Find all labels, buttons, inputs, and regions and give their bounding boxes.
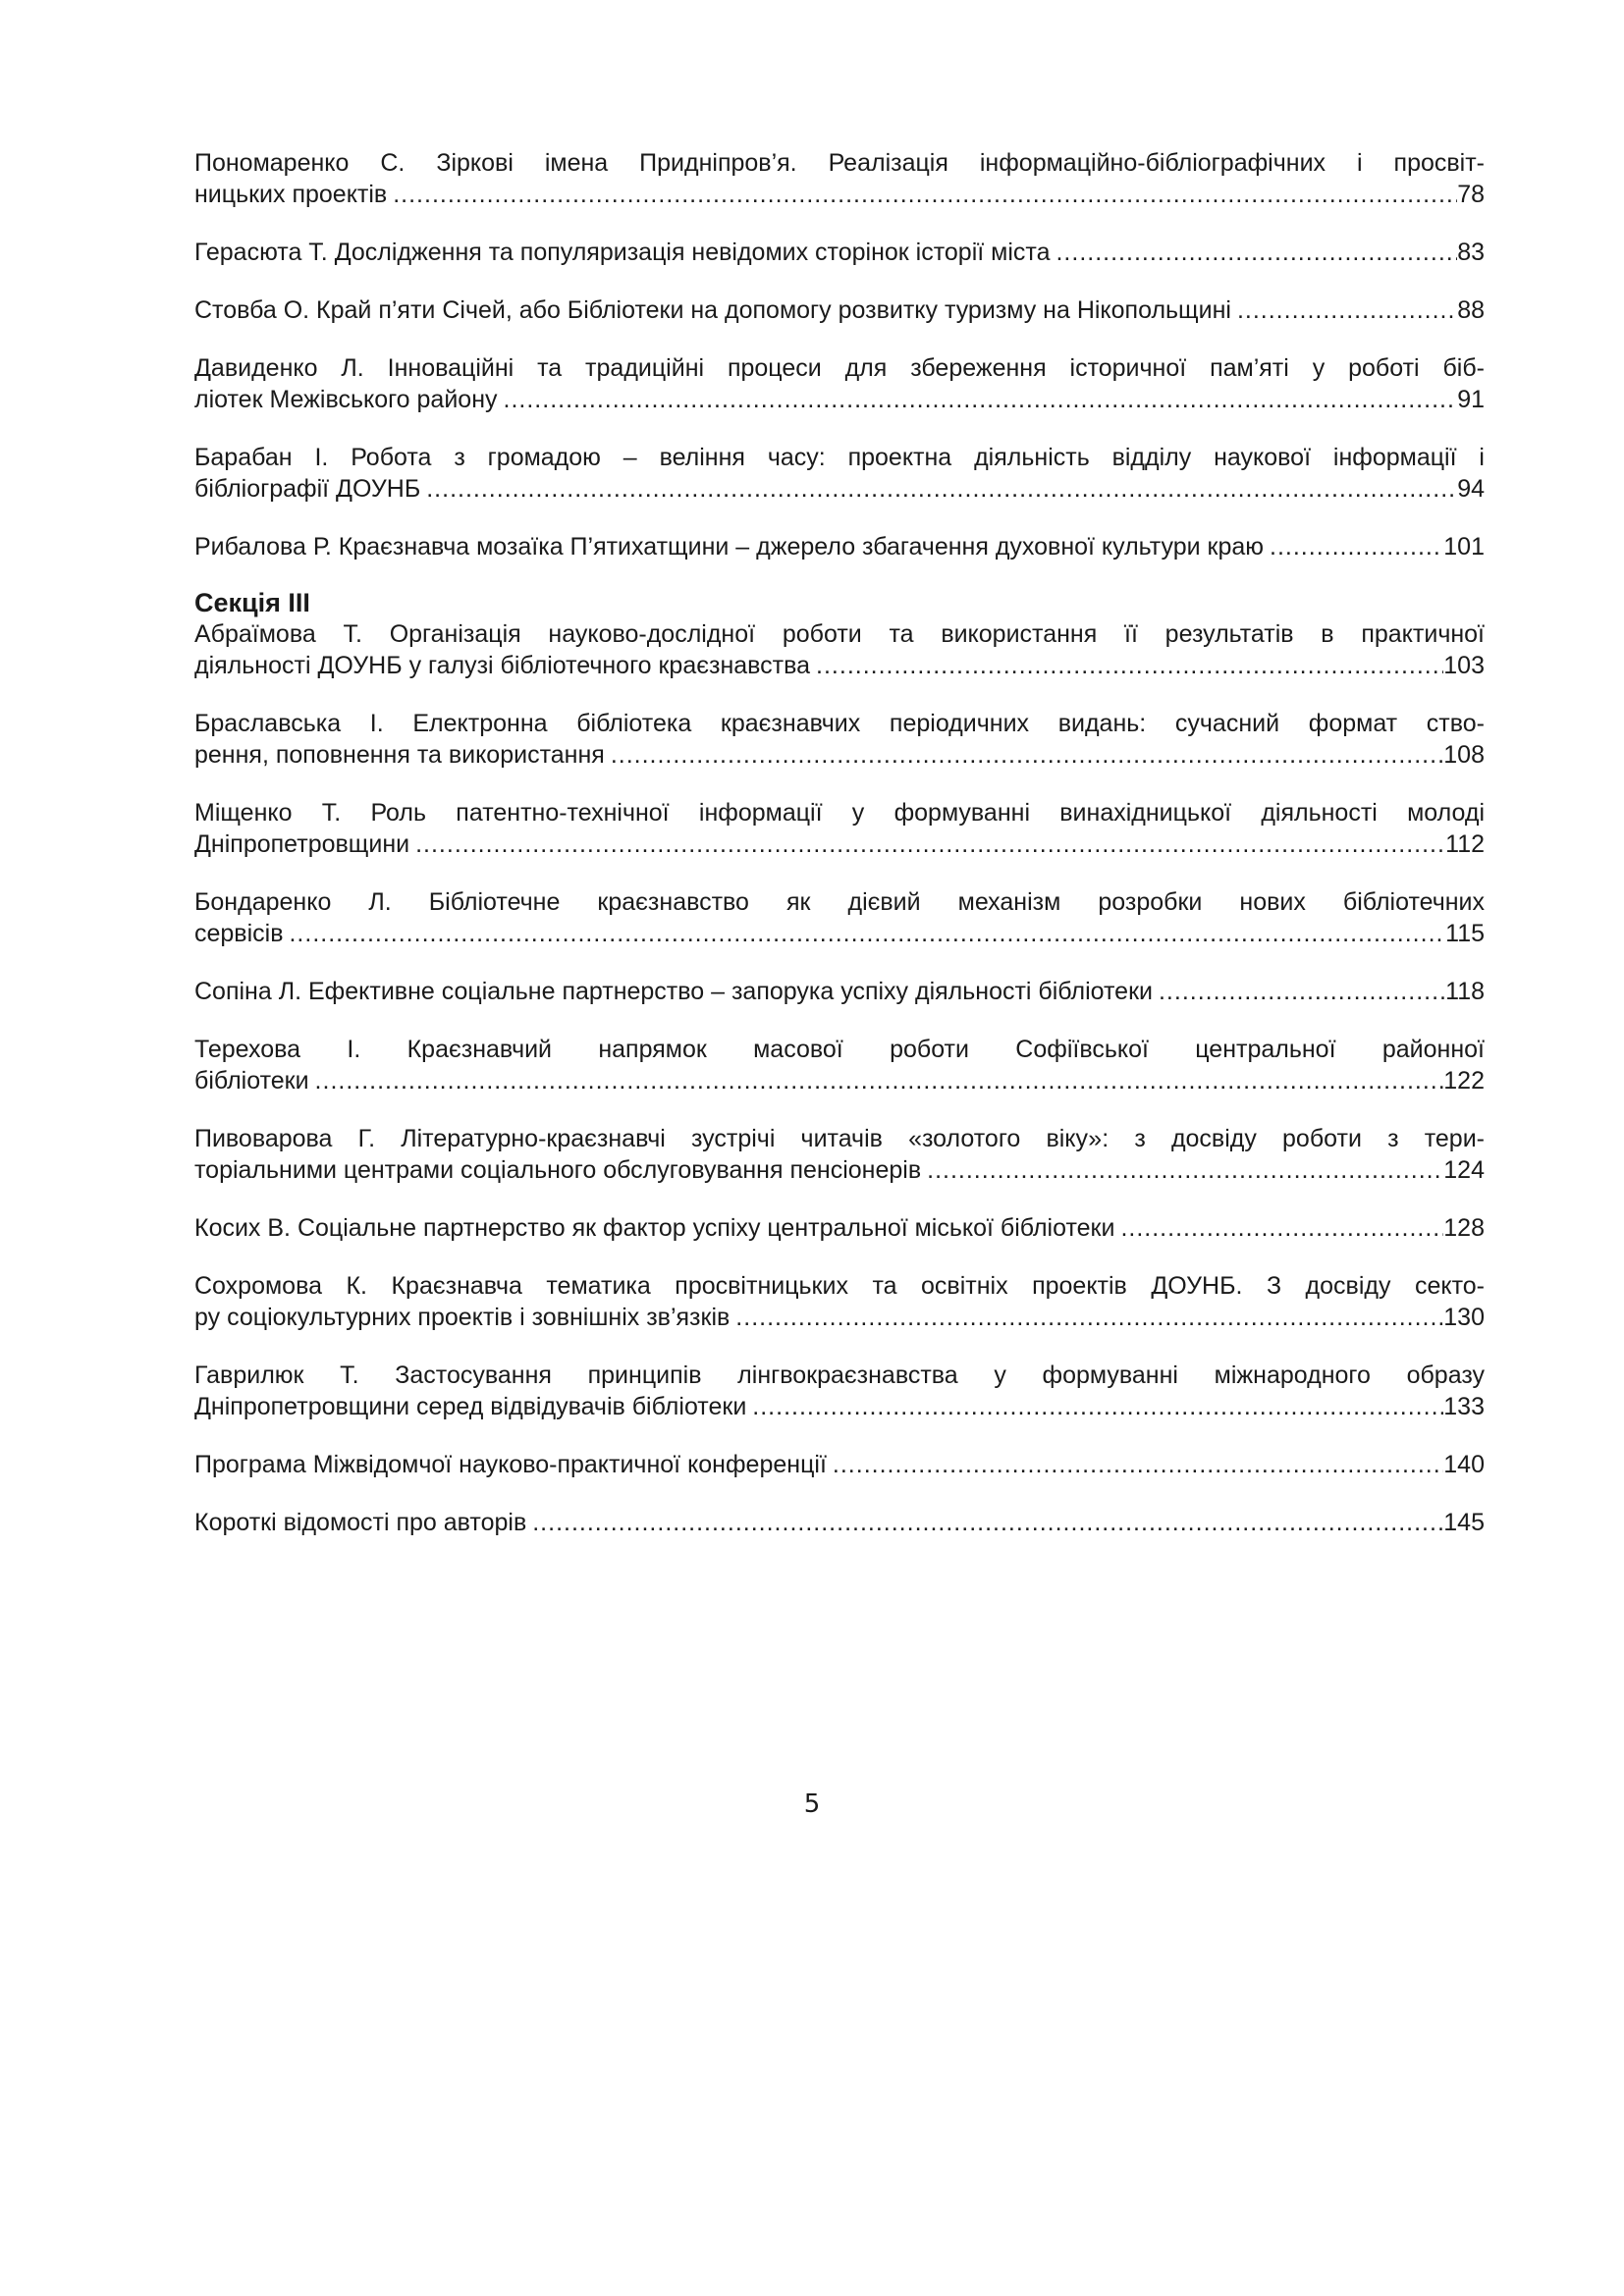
toc-entry [194,618,1485,681]
toc-entry-last-line [194,294,1485,326]
toc-entry-line: Міщенко Т. Роль патентно-технічної інформації у формуванні винахідницької діяльності молоді [194,799,1485,827]
toc-entry-last-line [194,237,1485,268]
toc-entry [194,237,1485,268]
toc-page-number: 78 [1457,181,1485,208]
toc-entry-title: сервісів [194,920,284,947]
toc-page-number: 88 [1457,296,1485,324]
toc-entry-line: Барабан І. Робота з громадою – веління часу: проектна діяльність відділу наукової інформації і [194,444,1485,471]
toc-entry-title: Сопіна Л. Ефективне соціальне партнерство – запорука успіху діяльності бібліотеки [194,978,1153,1005]
toc-entry-last-line [194,1212,1485,1244]
toc-page-number: 128 [1443,1214,1485,1242]
toc-page-number: 94 [1457,475,1485,503]
toc-entry-title: ліотек Межівського району [194,386,498,413]
toc-entry-last-line [194,1302,1485,1333]
toc-entry-title: Програма Міжвідомчої науково-практичної конференції [194,1451,827,1478]
toc-entry [194,531,1485,562]
toc-page-number: 122 [1443,1067,1485,1095]
dot-leader [420,473,1457,505]
toc-entry-last-line [194,976,1485,1007]
dot-leader [1153,976,1445,1007]
toc-entry-last-line [194,1154,1485,1186]
dot-leader [1050,237,1457,268]
toc-entry-last-line [194,918,1485,949]
toc-entry [194,1360,1485,1422]
toc-entry [194,1034,1485,1096]
toc-entry-line: Пивоварова Г. Літературно-краєзнавчі зустрічі читачів «золотого віку»: з досвіду роботи з тери- [194,1125,1485,1152]
toc-entry-last-line [194,531,1485,562]
toc-page-number: 83 [1457,239,1485,266]
toc-group-section-3 [194,618,1485,1538]
dot-leader [827,1449,1443,1480]
toc-entry-line: Гаврилюк Т. Застосування принципів лінгвокраєзнавства у формуванні міжнародного образу [194,1362,1485,1389]
table-of-contents [194,147,1485,1565]
toc-entry-title: Дніпропетровщини [194,830,410,858]
dot-leader [1114,1212,1443,1244]
dot-leader [1231,294,1457,326]
dot-leader [498,384,1458,415]
toc-entry-title: ницьких проектів [194,181,388,208]
dot-leader [309,1065,1444,1096]
toc-entry-last-line [194,1507,1485,1538]
dot-leader [730,1302,1443,1333]
toc-page-number: 130 [1443,1304,1485,1331]
toc-page-number: 145 [1443,1509,1485,1536]
toc-entry-title: бібліографії ДОУНБ [194,475,421,503]
toc-entry-line: Давиденко Л. Інноваційні та традиційні процеси для збереження історичної пам’яті у роботі біб- [194,354,1485,382]
toc-entry-line: Браславська І. Електронна бібліотека краєзнавчих періодичних видань: сучасний формат ство- [194,710,1485,737]
toc-entry-last-line [194,650,1485,681]
dot-leader [283,918,1445,949]
toc-entry-title: діяльності ДОУНБ у галузі бібліотечного краєзнавства [194,652,811,679]
toc-entry-line: Пономаренко С. Зіркові імена Придніпров’я. Реалізація інформаційно-бібліографічних і просвіт- [194,149,1485,177]
toc-entry-last-line [194,1449,1485,1480]
dot-leader [746,1391,1443,1422]
toc-entry [194,1212,1485,1244]
toc-entry-title: Рибалова Р. Краєзнавча мозаїка П’ятихатщини – джерело збагачення духовної культури краю [194,533,1265,561]
toc-entry-last-line [194,739,1485,771]
toc-entry-title: Дніпропетровщини серед відвідувачів бібліотеки [194,1393,747,1420]
toc-page-number: 115 [1445,920,1485,947]
dot-leader [605,739,1443,771]
toc-entry [194,352,1485,415]
toc-entry [194,1449,1485,1480]
page-number: 5 [803,1789,821,1819]
toc-page-number: 133 [1443,1393,1485,1420]
toc-entry-line: Бондаренко Л. Бібліотечне краєзнавство як дієвий механізм розробки нових бібліотечних [194,888,1485,916]
toc-page-number: 101 [1443,533,1485,561]
toc-page-number: 91 [1457,386,1485,413]
toc-entry-last-line [194,384,1485,415]
toc-entry-last-line [194,179,1485,210]
toc-entry-line: Терехова І. Краєзнавчий напрямок масової роботи Софіївської центральної районної [194,1036,1485,1063]
toc-entry-last-line [194,1065,1485,1096]
toc-entry [194,1123,1485,1186]
toc-entry-title: Стовба О. Край п’яти Січей, або Бібліотеки на допомогу розвитку туризму на Нікопольщині [194,296,1231,324]
dot-leader [409,828,1445,860]
toc-page-number: 103 [1443,652,1485,679]
toc-entry-title: бібліотеки [194,1067,309,1095]
toc-entry-line: Сохромова К. Краєзнавча тематика просвітницьких та освітніх проектів ДОУНБ. З досвіду секто- [194,1272,1485,1300]
toc-entry-title: Косих В. Соціальне партнерство як фактор успіху центральної міської бібліотеки [194,1214,1115,1242]
toc-entry [194,1270,1485,1333]
dot-leader [921,1154,1443,1186]
toc-entry-title: Герасюта Т. Дослідження та популяризація невідомих сторінок історії міста [194,239,1051,266]
toc-page-number: 118 [1445,978,1485,1005]
toc-entry-last-line [194,473,1485,505]
toc-entry [194,976,1485,1007]
toc-page-number: 112 [1445,830,1485,858]
dot-leader [810,650,1443,681]
toc-page-number: 124 [1443,1156,1485,1184]
toc-entry [194,886,1485,949]
toc-entry [194,294,1485,326]
dot-leader [387,179,1457,210]
toc-page-number: 140 [1443,1451,1485,1478]
toc-entry-title: торіальними центрами соціального обслуговування пенсіонерів [194,1156,922,1184]
section-3-heading: Секція ІІІ [194,588,310,617]
dot-leader [526,1507,1443,1538]
toc-page-number: 108 [1443,741,1485,769]
toc-entry [194,708,1485,771]
toc-entry-last-line [194,1391,1485,1422]
toc-entry-last-line [194,828,1485,860]
toc-entry-line: Абраїмова Т. Організація науково-дослідної роботи та використання її результатів в практичної [194,620,1485,648]
toc-entry-title: рення, поповнення та використання [194,741,605,769]
toc-entry [194,797,1485,860]
toc-entry [194,442,1485,505]
toc-group-section-2-continued [194,147,1485,562]
toc-entry-title: Короткі відомості про авторів [194,1509,527,1536]
dot-leader [1264,531,1443,562]
toc-entry-title: ру соціокультурних проектів і зовнішніх зв’язків [194,1304,731,1331]
toc-entry [194,147,1485,210]
toc-entry [194,1507,1485,1538]
